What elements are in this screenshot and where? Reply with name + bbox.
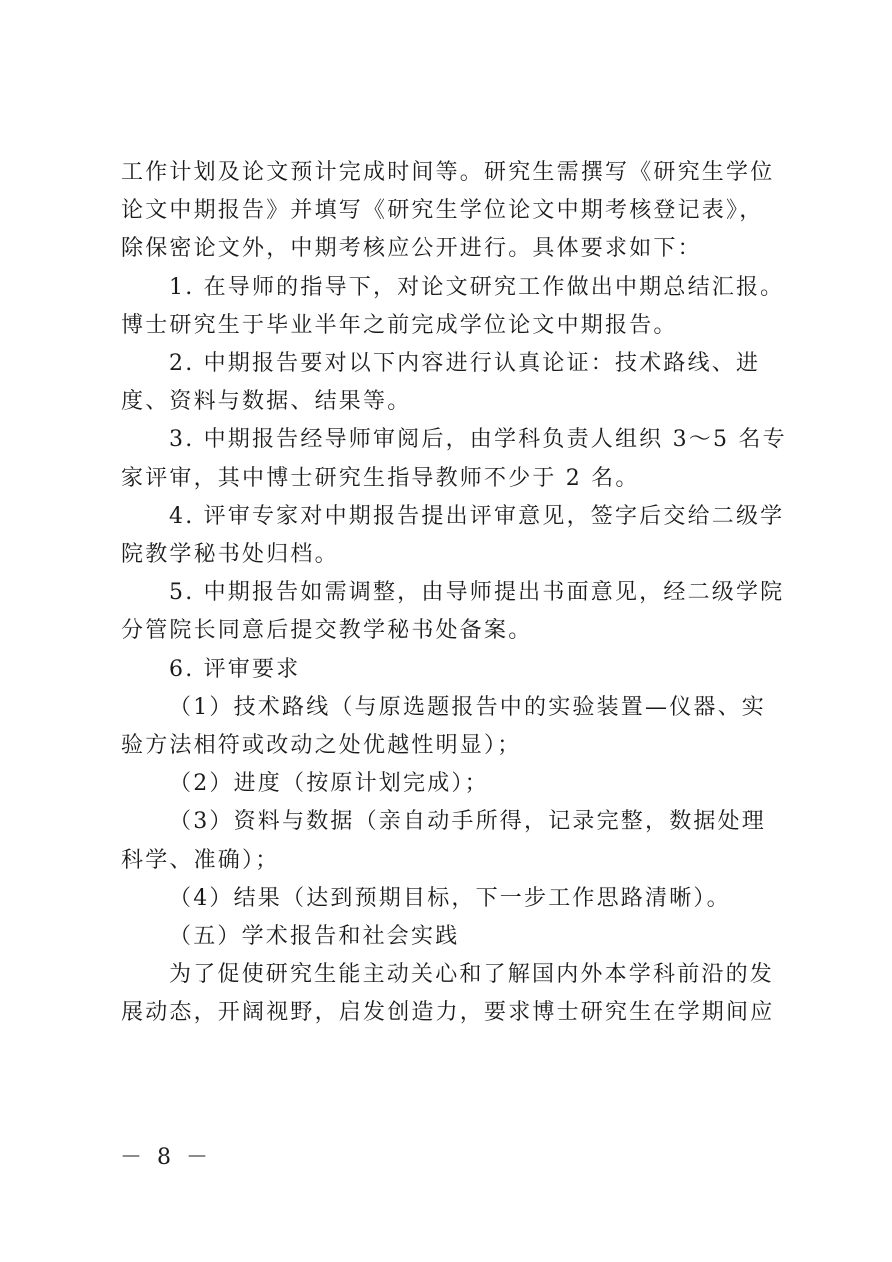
text-line: 论文中期报告》并填写《研究生学位论文中期考核登记表》， [121, 198, 764, 224]
paragraph-subitem-3 [121, 803, 771, 879]
text-line: （1）技术路线（与原选题报告中的实验装置—仪器、实 [169, 694, 766, 720]
section-heading-five [121, 918, 771, 956]
paragraph-subitem-2 [121, 765, 771, 803]
paragraph-subitem-4 [121, 880, 771, 918]
text-line: 科学、准确）； [121, 847, 280, 873]
text-line: 除保密论文外，中期考核应公开进行。具体要求如下： [121, 236, 702, 262]
text-line: 家评审，其中博士研究生指导教师不少于 2 名。 [121, 465, 640, 491]
paragraph-subitem-1 [121, 689, 771, 765]
paragraph-item-1 [121, 269, 785, 345]
text-line: 5. 中期报告如需调整，由导师提出书面意见，经二级学院 [169, 580, 785, 606]
paragraph-item-2 [121, 345, 771, 421]
text-line: 工作计划及论文预计完成时间等。研究生需撰写《研究生学位 [121, 160, 775, 185]
text-line: 度、资料与数据、结果等。 [121, 389, 412, 415]
text-line: 4. 评审专家对中期报告提出评审意见，签字后交给二级学 [169, 503, 785, 529]
text-line: （3）资料与数据（亲自动手所得，记录完整，数据处理 [169, 809, 766, 835]
paragraph-item-6 [121, 651, 771, 689]
paragraph-item-3 [121, 421, 787, 497]
text-line: 1. 在导师的指导下，对论文研究工作做出中期总结汇报。 [169, 274, 785, 300]
paragraph-item-4 [121, 498, 785, 574]
text-line: 博士研究生于毕业半年之前完成学位论文中期报告。 [121, 312, 678, 338]
text-line: 为了促使研究生能主动关心和了解国内外本学科前沿的发 [169, 962, 775, 988]
text-line: 展动态，开阔视野，启发创造力，要求博士研究生在学期间应 [121, 1000, 775, 1026]
text-line: 院教学秘书处归档。 [121, 542, 339, 568]
text-line: 2. 中期报告要对以下内容进行认真论证：技术路线、进 [169, 351, 761, 377]
text-line: 分管院长同意后提交教学秘书处备案。 [121, 618, 533, 644]
text-line: （2）进度（按原计划完成）； [169, 771, 489, 797]
paragraph-academic-reports [121, 956, 775, 1032]
text-line: 验方法相符或改动之处优越性明显）； [121, 733, 522, 759]
text-line: （五）学术报告和社会实践 [169, 924, 460, 950]
document-body [121, 154, 787, 1033]
paragraph-intro [121, 154, 775, 269]
text-line: （4）结果（达到预期目标，下一步工作思路清晰）。 [169, 885, 731, 911]
page-number: － 8 － [120, 1145, 212, 1170]
text-line: 6. 评审要求 [169, 656, 301, 682]
text-line: 3. 中期报告经导师审阅后，由学科负责人组织 3～5 名专 [169, 427, 787, 453]
paragraph-item-5 [121, 574, 785, 650]
